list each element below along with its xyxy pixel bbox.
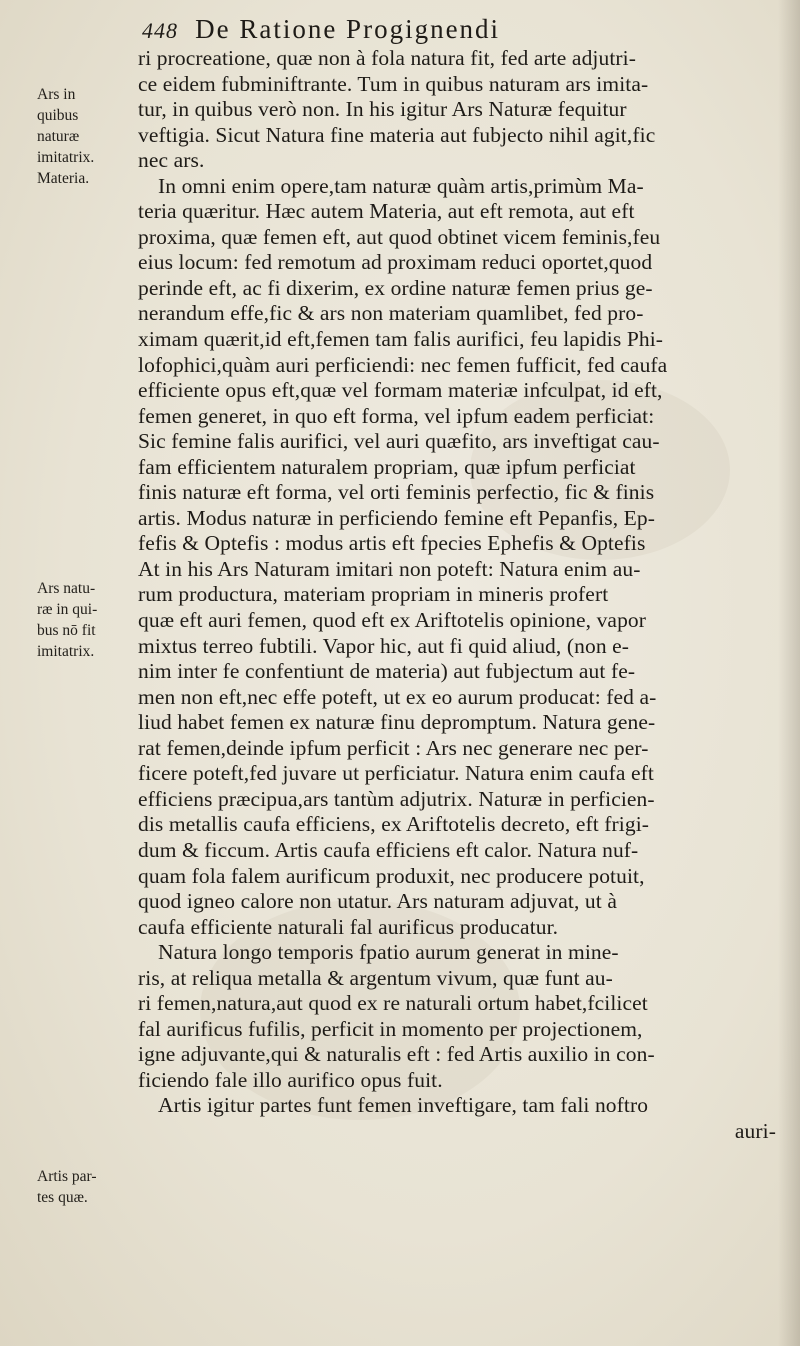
text-line: finis naturæ eft forma, vel orti feminis perfectio, fic & finis	[138, 480, 655, 505]
text-line: ximam quærit,id eft,femen tam falis aurifici, feu lapidis Phi-	[138, 327, 664, 352]
margin-note-line: ræ in qui-	[37, 601, 98, 618]
text-line: lofophici,quàm auri perficiendi: nec femen fufficit, fed caufa	[138, 352, 668, 377]
text-line: dum & ficcum. Artis caufa efficiens eft calor. Natura nuf-	[138, 837, 639, 862]
text-line: mixtus terreo fubtili. Vapor hic, aut fi quid aliud, (non e-	[138, 633, 630, 658]
text-line: igne adjuvante,qui & naturalis eft : fed Artis auxilio in con-	[138, 1042, 655, 1067]
text-line: ficiendo fale illo aurifico opus fuit.	[138, 1067, 443, 1092]
text-line: In omni enim opere,tam naturæ quàm artis,primùm Ma-	[158, 173, 644, 198]
text-line: Sic femine falis aurifici, vel auri quæfito, ars inveftigat cau-	[138, 429, 660, 454]
text-line: nec ars.	[138, 148, 205, 173]
text-line: quæ eft auri femen, quod eft ex Ariftotelis opinione, vapor	[138, 608, 647, 633]
text-line: fal aurificus fufilis, perficit in momento per projectionem,	[138, 1016, 643, 1041]
catchword: auri-	[734, 1118, 776, 1143]
text-line: proxima, quæ femen eft, aut quod obtinet vicem feminis,feu	[138, 224, 661, 249]
text-line: perinde eft, ac fi dixerim, ex ordine naturæ femen prius ge-	[138, 275, 653, 300]
text-line: quod igneo calore non utatur. Ars naturam adjuvat, ut à	[138, 889, 617, 914]
text-line: rum productura, materiam propriam in mineris profert	[138, 582, 609, 607]
margin-note-ars-in-quibus	[37, 84, 129, 189]
text-line: men non eft,nec effe poteft, ut ex eo aurum producat: fed a-	[138, 684, 657, 709]
margin-note-line: Materia.	[37, 170, 90, 187]
text-line: Natura longo temporis fpatio aurum generat in mine-	[158, 940, 619, 965]
text-line: dis metallis caufa efficiens, ex Ariftotelis decreto, eft frigi-	[138, 812, 650, 837]
text-line: tur, in quibus verò non. In his igitur Ars Naturæ fequitur	[138, 97, 627, 122]
text-line: quam fola falem aurificum produxit, nec producere potuit,	[138, 863, 645, 888]
margin-note-line: tes quæ.	[37, 1189, 88, 1206]
text-line: rat femen,deinde ipfum perficit : Ars nec generare nec per-	[138, 735, 649, 760]
text-line: artis. Modus naturæ in perficiendo femine eft Pepanfis, Ep-	[138, 505, 655, 530]
text-line: Artis igitur partes funt femen inveftigare, tam fali noftro	[158, 1093, 649, 1118]
margin-note-line: Ars natu-	[37, 580, 96, 597]
text-line: eius locum: fed remotum ad proximam reduci oportet,quod	[138, 250, 653, 275]
text-line: caufa efficiente naturali fal aurificus producatur.	[138, 914, 559, 939]
text-line: veftigia. Sicut Natura fine materia aut fubjecto nihil agit,fic	[138, 122, 656, 147]
text-line: ri procreatione, quæ non à fola natura fit, fed arte adjutri-	[138, 46, 637, 70]
margin-note-line: imitatrix.	[37, 643, 95, 660]
text-line: fam efficientem naturalem propriam, quæ ipfum perficiat	[138, 454, 636, 479]
page-number: 448	[142, 18, 178, 43]
text-line: ris, at reliqua metalla & argentum vivum, quæ funt au-	[138, 965, 613, 990]
margin-note-line: naturæ	[37, 128, 80, 145]
page-header	[142, 14, 782, 50]
text-line: liud habet femen ex naturæ finu depromptum. Natura gene-	[138, 710, 656, 735]
text-line: femen generet, in quo eft forma, vel ipfum eadem perficiat:	[138, 403, 655, 428]
text-line: ri femen,natura,aut quod ex re naturali ortum habet,fcilicet	[138, 991, 648, 1016]
text-line: efficiens præcipua,ars tantùm adjutrix. Naturæ in perficien-	[138, 786, 655, 811]
text-line: fefis & Optefis : modus artis eft fpecies Ephefis & Optefis	[138, 531, 646, 556]
margin-note-line: Artis par-	[37, 1168, 97, 1185]
text-line: ficere poteft,fed juvare ut perficiatur. Natura enim caufa eft	[138, 761, 654, 786]
text-line: teria quæritur. Hæc autem Materia, aut eft remota, aut eft	[138, 199, 635, 224]
text-line: efficiente opus eft,quæ vel formam materiæ infculpat, id eft,	[138, 378, 663, 403]
margin-note-ars-naturae	[37, 578, 129, 662]
margin-note-line: Ars in	[37, 86, 76, 103]
margin-note-line: quibus	[37, 107, 79, 124]
text-line: nerandum effe,fic & ars non materiam quamlibet, fed pro-	[138, 301, 644, 326]
running-title: De Ratione Progignendi	[195, 14, 501, 44]
text-line: ce eidem fubminiftrante. Tum in quibus naturam ars imita-	[138, 71, 649, 96]
margin-note-artis-partes	[37, 1166, 129, 1208]
margin-note-line: imitatrix.	[37, 149, 95, 166]
text-line: nim inter fe confentiunt de materia) aut fubjectum aut fe-	[138, 659, 636, 684]
margin-note-line: bus nō fit	[37, 622, 96, 639]
text-line: At in his Ars Naturam imitari non poteft: Natura enim au-	[138, 556, 641, 581]
body-text	[138, 46, 790, 1145]
